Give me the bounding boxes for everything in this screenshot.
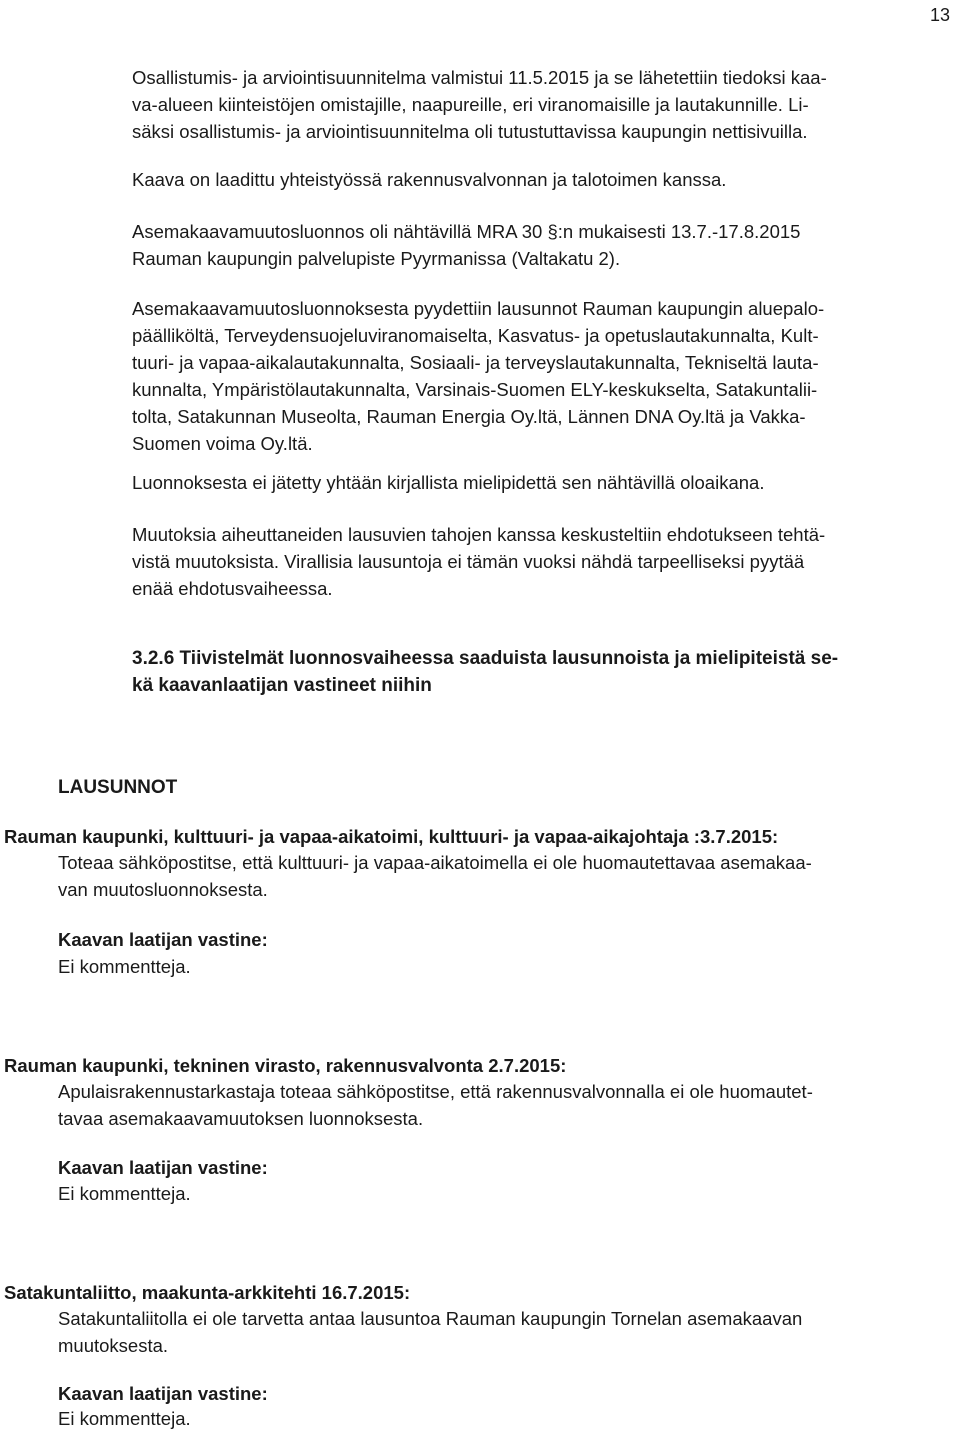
text-line: päälliköltä, Terveydensuojeluviranomaiselta, Kasvatus- ja opetuslautakunnalta, Kult-	[132, 325, 819, 346]
response-label: Kaavan laatijan vastine:	[58, 1157, 268, 1178]
text-line: Toteaa sähköpostitse, että kulttuuri- ja vapaa-aikatoimella ei ole huomautettavaa asemakaa-	[58, 852, 812, 873]
intro-paragraph-6	[132, 521, 825, 602]
intro-paragraph-1	[132, 64, 827, 145]
text-line: tuuri- ja vapaa-aikalautakunnalta, Sosiaali- ja terveyslautakunnalta, Tekniseltä lauta-	[132, 352, 819, 373]
lausunnot-heading: LAUSUNNOT	[58, 777, 178, 798]
response-label: Kaavan laatijan vastine:	[58, 1383, 268, 1404]
response-text: Ei kommentteja.	[58, 1408, 191, 1429]
section-heading	[132, 645, 838, 699]
intro-paragraph-3	[132, 218, 800, 272]
section-heading-line: 3.2.6 Tiivistelmät luonnosvaiheessa saaduista lausunnoista ja mielipiteistä se-	[132, 648, 839, 669]
page-number: 13	[929, 5, 950, 25]
statement-title: Satakuntaliitto, maakunta-arkkitehti 16.7.2015:	[4, 1282, 411, 1303]
text-line: van muutosluonnoksesta.	[58, 879, 268, 900]
response-label: Kaavan laatijan vastine:	[58, 929, 268, 950]
text-line: Rauman kaupungin palvelupiste Pyyrmanissa (Valtakatu 2).	[132, 248, 621, 269]
statement-body	[58, 849, 812, 903]
text-line: vistä muutoksista. Virallisia lausuntoja ei tämän vuoksi nähdä tarpeelliseksi pyytää	[132, 551, 805, 572]
text-line: Suomen voima Oy.ltä.	[132, 433, 313, 454]
text-line: Apulaisrakennustarkastaja toteaa sähköpostitse, että rakennusvalvonnalla ei ole huomautet-	[58, 1081, 813, 1102]
text-line: Muutoksia aiheuttaneiden lausuvien tahojen kanssa keskusteltiin ehdotukseen tehtä-	[132, 524, 826, 545]
text-line: tavaa asemakaavamuutoksen luonnoksesta.	[58, 1108, 424, 1129]
text-line: Kaava on laadittu yhteistyössä rakennusvalvonnan ja talotoimen kanssa.	[132, 169, 727, 190]
text-line: Asemakaavamuutosluonnos oli nähtävillä MRA 30 §:n mukaisesti 13.7.-17.8.2015	[132, 221, 801, 242]
intro-paragraph-5	[132, 469, 764, 496]
text-line: Satakuntaliitolla ei ole tarvetta antaa lausuntoa Rauman kaupungin Tornelan asemakaavan	[58, 1308, 803, 1329]
statement-title: Rauman kaupunki, kulttuuri- ja vapaa-aikatoimi, kulttuuri- ja vapaa-aikajohtaja :3.7.2015:	[4, 826, 779, 847]
response-text: Ei kommentteja.	[58, 956, 191, 977]
text-line: kunnalta, Ympäristölautakunnalta, Varsinais-Suomen ELY-keskukselta, Satakuntalii-	[132, 379, 818, 400]
statement-body	[58, 1305, 802, 1359]
statement-body	[58, 1078, 813, 1132]
text-line: Asemakaavamuutosluonnoksesta pyydettiin lausunnot Rauman kaupungin aluepalo-	[132, 298, 825, 319]
response-text: Ei kommentteja.	[58, 1183, 191, 1204]
text-line: tolta, Satakunnan Museolta, Rauman Energia Oy.ltä, Lännen DNA Oy.ltä ja Vakka-	[132, 406, 806, 427]
text-line: säksi osallistumis- ja arviointisuunnitelma oli tutustuttavissa kaupungin nettisivuilla.	[132, 121, 808, 142]
statement-title: Rauman kaupunki, tekninen virasto, rakennusvalvonta 2.7.2015:	[4, 1055, 567, 1076]
text-line: Osallistumis- ja arviointisuunnitelma valmistui 11.5.2015 ja se lähetettiin tiedoksi kaa-	[132, 67, 827, 88]
text-line: va-alueen kiinteistöjen omistajille, naapureille, eri viranomaisille ja lautakunnille. Li-	[132, 94, 809, 115]
text-line: Luonnoksesta ei jätetty yhtään kirjallista mielipidettä sen nähtävillä oloaikana.	[132, 472, 765, 493]
text-line: muutoksesta.	[58, 1335, 169, 1356]
text-line: enää ehdotusvaiheessa.	[132, 578, 333, 599]
intro-paragraph-2	[132, 166, 726, 193]
intro-paragraph-4	[132, 295, 824, 457]
section-heading-line: kä kaavanlaatijan vastineet niihin	[132, 675, 432, 696]
